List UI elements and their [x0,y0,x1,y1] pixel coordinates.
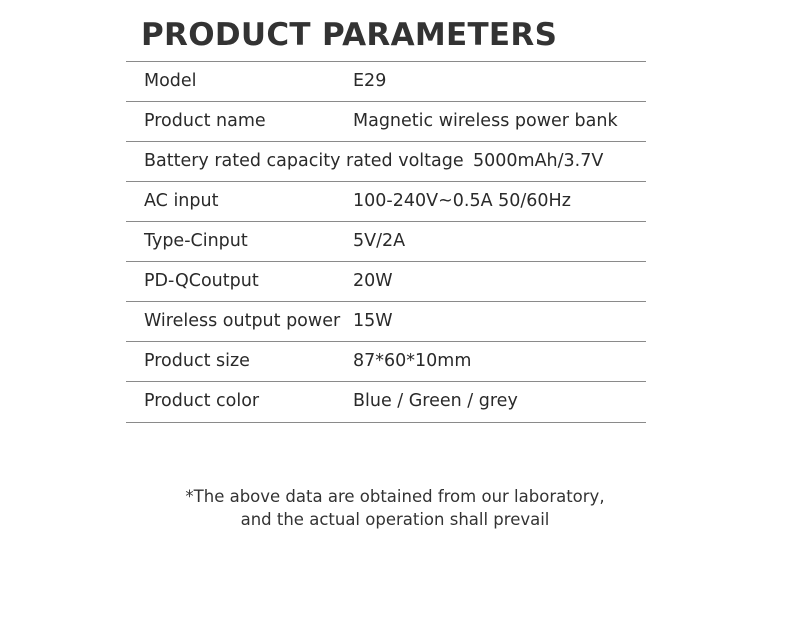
page-title: PRODUCT PARAMETERS [141,17,558,53]
row-label: Product color [144,391,260,411]
row-value: 5V/2A [353,231,406,251]
row-value: 87*60*10mm [353,351,472,371]
table-row [126,101,646,141]
table-row [126,181,646,221]
row-label: Product size [144,351,250,371]
row-value: Magnetic wireless power bank [353,111,618,131]
table-row [126,341,646,381]
row-value: 100-240V~0.5A 50/60Hz [353,191,571,211]
row-value: Blue / Green / grey [353,391,518,411]
table-row [126,61,646,101]
row-value: 20W [353,271,393,291]
row-label: Product name [144,111,266,131]
row-value: E29 [353,71,387,91]
table-row [126,381,646,423]
footnote-line-2: and the actual operation shall prevail [240,510,550,529]
row-label: PD-QCoutput [144,271,259,291]
footnote-line-1: *The above data are obtained from our laboratory, [185,487,605,506]
row-label: Battery rated capacity rated voltage [144,151,464,171]
row-value: 5000mAh/3.7V [473,151,604,171]
footnote [0,485,790,531]
row-label: Wireless output power [144,311,341,331]
row-label: Model [144,71,197,91]
table-row [126,301,646,341]
table-row [126,141,646,181]
table-row [126,261,646,301]
row-value: 15W [353,311,393,331]
table-row [126,221,646,261]
parameters-table [126,61,646,423]
row-label: AC input [144,191,219,211]
row-label: Type-Cinput [144,231,248,251]
